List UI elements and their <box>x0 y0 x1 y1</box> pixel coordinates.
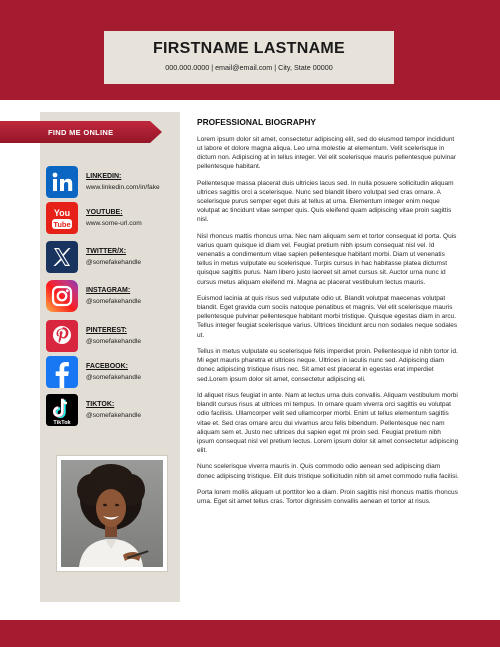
facebook-label: FACEBOOK: <box>86 363 128 370</box>
header-card <box>104 31 394 84</box>
instagram-label: INSTAGRAM: <box>86 287 131 294</box>
linkedin-link[interactable]: www.linkedin.com/in/fake <box>86 184 160 191</box>
bio-body <box>197 135 459 514</box>
pinterest-icon[interactable] <box>46 320 78 352</box>
facebook-handle[interactable]: @somefakehandle <box>86 374 142 381</box>
instagram-icon[interactable] <box>46 280 78 312</box>
x-icon[interactable] <box>46 241 78 273</box>
linkedin-label: LINKEDIN: <box>86 173 122 180</box>
social-item-linkedin <box>46 166 180 196</box>
bio-paragraph: Id aliquet risus feugiat in ante. Nam at lectus urna duis convallis. Aliquam vestibulum morbi blandit cursus risus at ultrices mi tempus. In ornare quam viverra orci sagittis eu volutpat odio facilisis. Ullamcorper velit sed ullamcorper morbi. Enim ut tellus elementum sagittis vitae et. Sed cras ornare arcu dui vivamus arcu felis bibendum. Pellentesque nec nam aliquam sem et. Justo nec ultrices dui sapien eget mi proin sed. Feugiat pretium nibh ipsum consequat nisl vel pretium lectus. Lorem ipsum dolor sit amet consectetur adipiscing elit. <box>197 392 459 454</box>
social-item-instagram <box>46 280 180 310</box>
linkedin-icon[interactable] <box>46 166 78 198</box>
social-item-twitter <box>46 241 180 271</box>
bio-paragraph: Euismod lacinia at quis risus sed vulputate odio ut. Blandit volutpat maecenas volutpat blandit. Eget gravida cum sociis natoque penatibus et magnis. Vel elit scelerisque mauris pellentesque pulvinar pellentesque habitant morbi tristique. Quisque egestas diam in arcu. Tellus integer feugiat scelerisque varius. Ultrices tincidunt arcu non sodales neque sodales ut. <box>197 295 458 339</box>
bio-paragraph: Nisl rhoncus mattis rhoncus urna. Nec nam aliquam sem et tortor consequat id porta. Quis varius quam quisque id diam vel. Feugiat pretium nibh ipsum consequat nisl vel. Id venenatis a condimentum vitae sapien pellentesque habitant morbi. Diam ut venenatis tellus in metus vulputate eu scelerisque. Turpis cursus in hac habitasse platea dictumst quisque sagittis purus. Nam libero justo laoreet sit amet cursus sit. Auctor urna nunc id cursus metus aliquam eleifend mi. Magna ac placerat vestibulum lectus mauris. <box>197 233 457 286</box>
contact-line: 000.000.0000 | email@email.com | City, State 00000 <box>165 63 333 72</box>
bio-paragraph: Pellentesque massa placerat duis ultricies lacus sed. In nulla posuere sollicitudin aliquam ultrices sagittis orci a scelerisque. Nunc sed blandit libero volutpat sed cras ornare. A scelerisque purus semper eget duis at tellus at urna. Elementum integer enim neque volutpat ac tincidunt vitae semper quis. Quis eleifend quam adipiscing vitae proin sagittis nisl. <box>197 179 454 224</box>
tiktok-label: TIKTOK: <box>86 401 115 408</box>
youtube-label: YOUTUBE: <box>86 209 123 216</box>
social-item-youtube <box>46 202 180 232</box>
page-title: FIRSTNAME LASTNAME <box>152 40 346 57</box>
bio-paragraph: Tellus in metus vulputate eu scelerisque felis imperdiet proin. Pellentesque id nibh tortor id. Mi eget mauris pharetra et ultrices neque. Ultrices in iaculis nunc sed. Adipiscing diam donec adipiscing tristique risus nec. Sit amet est placerat in egestas erat imperdiet sed.Lorem ipsum dolor sit amet, consectetur adipiscing eli. <box>197 348 458 383</box>
youtube-icon-text-bottom: Tube <box>53 220 71 229</box>
bio-paragraph: Lorem ipsum dolor sit amet, consectetur adipiscing elit, sed do eiusmod tempor incididunt ut labore et dolore magna aliqua. Leo urna molestie at elementum. Velit scelerisque in dictum non. Adipiscing at in tellus integer. Vel elit scelerisque mauris pellentesque pulvinar pellentesque habitant. <box>197 136 457 171</box>
tiktok-icon-text: TikTok <box>53 420 71 426</box>
bio-paragraph: Porta lorem mollis aliquam ut porttitor leo a diam. Proin sagittis nisl rhoncus mattis rhoncus urna. Eget sit amet tellus cras. Tortor dignissim convallis aenean et tortor at risus. <box>197 489 458 506</box>
youtube-icon[interactable] <box>46 202 78 234</box>
bio-paragraph: Nunc scelerisque viverra mauris in. Quis commodo odio aenean sed adipiscing diam donec adipiscing tristique. Elit duis tristique sollicitudin nibh sit amet commodo nulla facilisi. <box>197 463 459 480</box>
bottom-color-band <box>0 620 500 647</box>
twitter-label: TWITTER/X: <box>86 248 127 255</box>
twitter-handle[interactable]: @somefakehandle <box>86 259 142 266</box>
pinterest-label: PINTEREST: <box>86 327 127 334</box>
social-item-facebook <box>46 356 180 386</box>
profile-photo <box>56 455 168 572</box>
social-item-pinterest <box>46 320 180 350</box>
instagram-handle[interactable]: @somefakehandle <box>86 298 142 305</box>
find-me-online-label: FIND ME ONLINE <box>48 128 114 137</box>
facebook-icon[interactable] <box>46 356 78 388</box>
social-item-tiktok <box>46 394 180 424</box>
profile-photo-illustration <box>61 460 163 567</box>
bio-heading: PROFESSIONAL BIOGRAPHY <box>197 117 316 127</box>
pinterest-handle[interactable]: @somefakehandle <box>86 338 142 345</box>
youtube-link[interactable]: www.some-url.com <box>86 220 142 227</box>
youtube-icon-text-top: You <box>53 208 71 218</box>
tiktok-handle[interactable]: @somefakehandle <box>86 412 142 419</box>
tiktok-icon[interactable] <box>46 394 78 426</box>
